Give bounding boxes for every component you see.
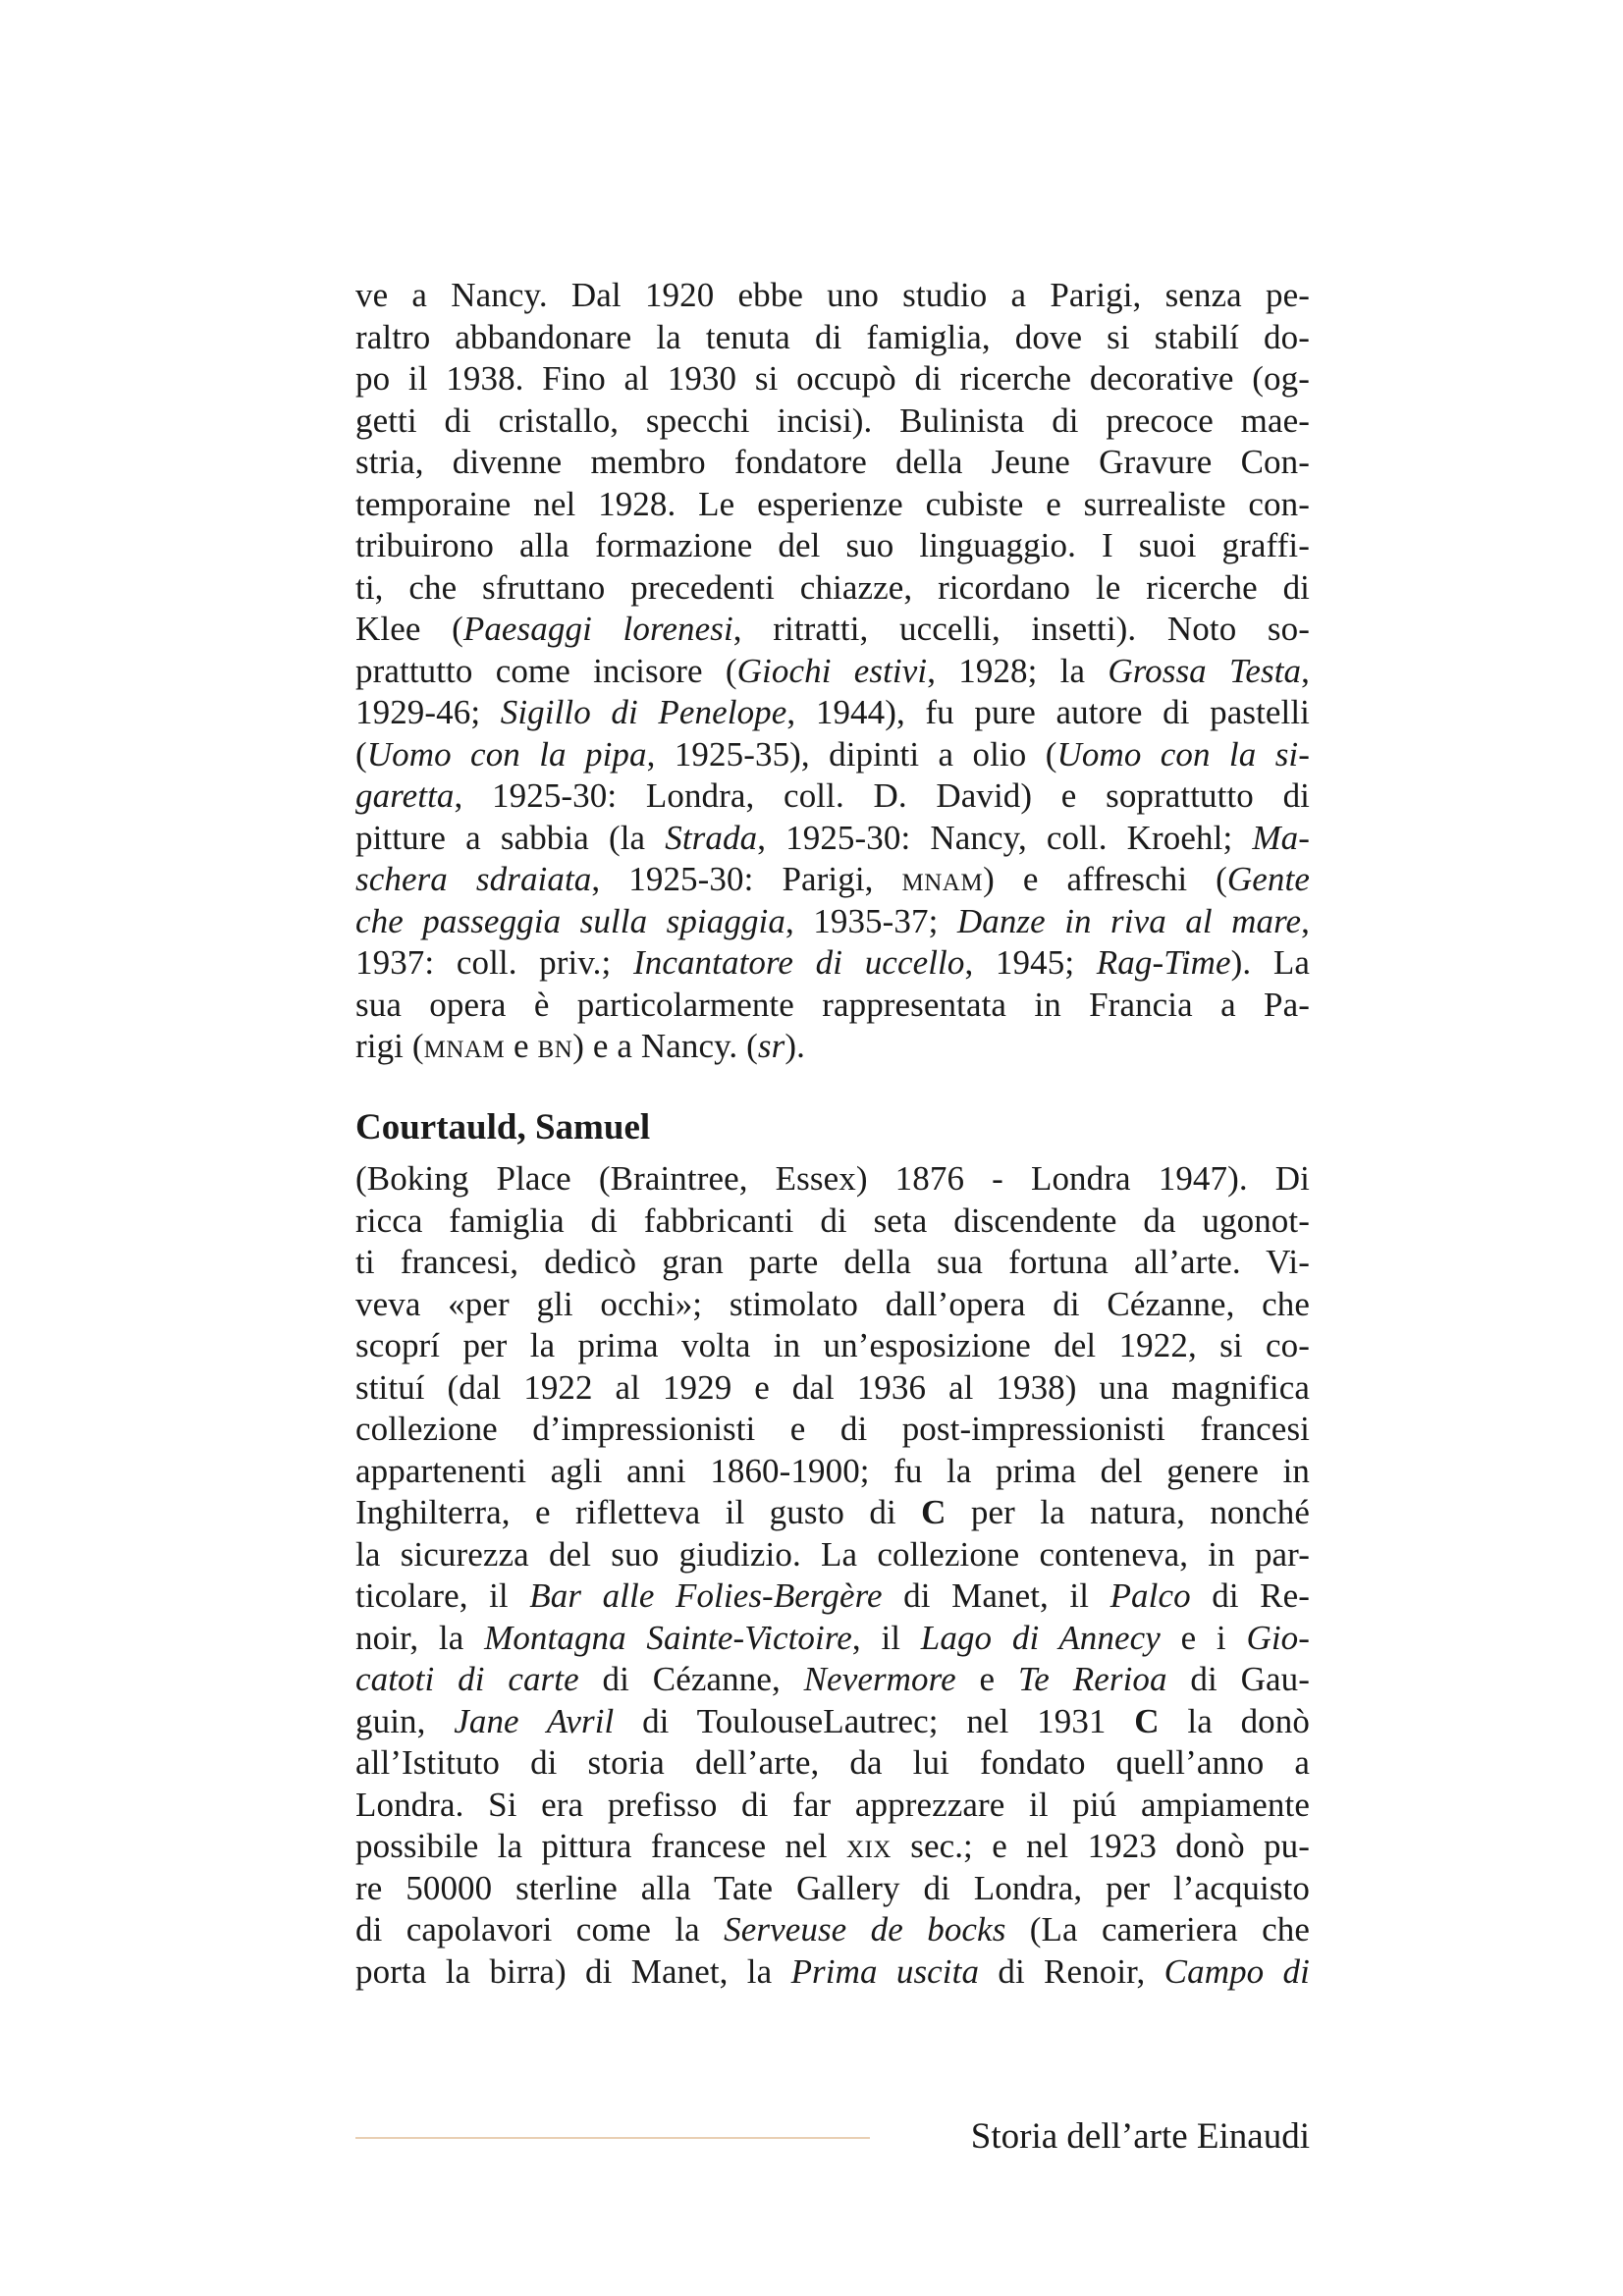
text-line <box>355 1909 1310 1951</box>
text-line <box>355 1659 1310 1701</box>
text-run: porta la birra) di Manet, la <box>355 1951 791 1991</box>
text-run: di capolavori come la <box>355 1910 725 1949</box>
text-line: scoprí per la prima volta in un’esposizione del 1922, si co- <box>355 1326 1310 1364</box>
artwork-title: Prima uscita <box>790 1951 980 1991</box>
text-run: ticolare, il <box>355 1576 530 1615</box>
text-run: , <box>1301 651 1310 690</box>
text-run: ( <box>355 734 367 774</box>
text-line <box>355 942 1310 985</box>
abbreviation: mnam <box>901 860 984 898</box>
text-line <box>355 1826 1310 1868</box>
text-line: ti francesi, dedicò gran parte della sua fortuna all’arte. Vi- <box>355 1243 1310 1281</box>
text-line <box>355 901 1310 943</box>
entry-body-paragraph <box>355 1158 1310 1993</box>
text-line <box>355 1026 1310 1068</box>
text-run: sec.; e nel 1923 donò pu- <box>891 1827 1310 1865</box>
text-run: pitture a sabbia (la <box>355 818 666 857</box>
text-line: la sicurezza del suo giudizio. La collezione conteneva, in par- <box>355 1534 1310 1574</box>
entry-heading: Courtauld, Samuel <box>355 1107 651 1148</box>
abbreviation: xix <box>845 1827 892 1865</box>
text-run: , 1945; <box>964 943 1097 982</box>
text-line <box>355 1701 1310 1743</box>
entry-abbreviation: C <box>1134 1701 1160 1740</box>
artwork-title: Campo di <box>1163 1951 1310 1991</box>
text-run: 1929-46; <box>355 693 501 731</box>
text-line: re 50000 sterline alla Tate Gallery di Londra, per l’acquisto <box>355 1868 1310 1907</box>
text-run: e <box>505 1027 538 1065</box>
text-line: temporaine nel 1928. Le esperienze cubiste e surrealiste con- <box>355 484 1310 523</box>
text-run: Klee ( <box>355 610 463 648</box>
artwork-title: Te Rerioa <box>1017 1660 1167 1698</box>
text-line: getti di cristallo, specchi incisi). Bulinista di precoce mae- <box>355 400 1310 440</box>
artwork-title: Serveuse de bocks <box>724 1910 1006 1949</box>
text-line <box>355 859 1310 901</box>
text-line: Londra. Si era prefisso di far apprezzare il piú ampiamente <box>355 1785 1310 1824</box>
text-line: collezione d’impressionisti e di post-impressionisti francesi <box>355 1410 1310 1448</box>
text-run: di Gau- <box>1166 1660 1310 1698</box>
abbreviation: bn <box>537 1027 573 1065</box>
text-line <box>355 1618 1310 1660</box>
artwork-title: Giochi estivi <box>736 651 928 690</box>
text-run: , 1925-30: Parigi, <box>591 860 902 898</box>
text-run: per la natura, nonché <box>946 1493 1311 1531</box>
text-line: ti, che sfruttano precedenti chiazze, ricordano le ricerche di <box>355 567 1310 607</box>
text-run: ) e a Nancy. ( <box>572 1027 758 1065</box>
text-line: appartenenti agli anni 1860-1900; fu la prima del genere in <box>355 1451 1310 1490</box>
artwork-title: Gente <box>1226 860 1310 898</box>
artwork-title: Gio- <box>1246 1618 1311 1657</box>
text-line <box>355 734 1310 776</box>
author-initials: sr <box>757 1027 785 1065</box>
text-run: e i <box>1160 1618 1247 1657</box>
artwork-title: Ma- <box>1252 818 1310 857</box>
text-line: raltro abbandonare la tenuta di famiglia, dove si stabilí do- <box>355 317 1310 356</box>
text-line: ricca famiglia di fabbricanti di seta discendente da ugonot- <box>355 1201 1310 1240</box>
artwork-title: che passeggia sulla spiaggia <box>355 901 785 940</box>
text-run: di ToulouseLautrec; nel 1931 <box>614 1701 1135 1740</box>
text-run: possibile la pittura francese nel <box>355 1827 846 1865</box>
entry-continuation-paragraph <box>355 275 1310 1068</box>
text-run: di Renoir, <box>979 1951 1164 1991</box>
text-line: sua opera è particolarmente rappresentata in Francia a Pa- <box>355 985 1310 1024</box>
text-line: (Boking Place (Braintree, Essex) 1876 - Londra 1947). Di <box>355 1159 1310 1198</box>
text-line: ve a Nancy. Dal 1920 ebbe uno studio a Parigi, senza pe- <box>355 276 1310 314</box>
text-run: , ritratti, uccelli, insetti). Noto so- <box>732 610 1310 648</box>
text-line <box>355 609 1310 651</box>
text-run: guin, <box>355 1701 455 1740</box>
text-run: la donò <box>1159 1701 1310 1740</box>
text-run: , 1928; la <box>927 651 1109 690</box>
text-line <box>355 692 1310 734</box>
entry-abbreviation: C <box>921 1493 947 1531</box>
artwork-title: Strada <box>665 818 758 857</box>
abbreviation: mnam <box>423 1027 506 1065</box>
artwork-title: Jane Avril <box>454 1701 615 1740</box>
text-line <box>355 775 1310 818</box>
text-run: , 1944), fu pure autore di pastelli <box>786 693 1310 731</box>
artwork-title: Palco <box>1109 1576 1191 1615</box>
artwork-title: Lago di Annecy <box>920 1618 1161 1657</box>
text-line: all’Istituto di storia dell’arte, da lui fondato quell’anno a <box>355 1743 1310 1782</box>
text-run: , il <box>851 1618 921 1657</box>
text-line <box>355 651 1310 693</box>
artwork-title: catoti di carte <box>355 1660 579 1698</box>
text-line <box>355 1951 1310 1994</box>
text-line <box>355 1575 1310 1618</box>
artwork-title: schera sdraiata <box>355 860 592 898</box>
artwork-title: Montagna Sainte-Victoire <box>484 1618 852 1657</box>
text-run: Inghilterra, e rifletteva il gusto di <box>355 1493 922 1531</box>
artwork-title: Danze in riva al mare <box>956 901 1302 940</box>
text-run: noir, la <box>355 1618 485 1657</box>
artwork-title: Incantatore di uccello <box>632 943 965 982</box>
text-line <box>355 1492 1310 1534</box>
artwork-title: Bar alle Folies-Bergère <box>529 1576 883 1615</box>
artwork-title: Nevermore <box>803 1660 956 1698</box>
text-run: , 1935-37; <box>784 901 957 940</box>
text-run: di Re- <box>1190 1576 1310 1615</box>
text-line <box>355 818 1310 860</box>
artwork-title: Rag-Time <box>1096 943 1231 982</box>
artwork-title: Sigillo di Penelope <box>500 693 787 731</box>
artwork-title: Paesaggi lorenesi <box>462 610 733 648</box>
artwork-title: garetta <box>355 776 455 815</box>
text-run: rigi ( <box>355 1027 424 1065</box>
text-line: po il 1938. Fino al 1930 si occupò di ricerche decorative (og- <box>355 359 1310 398</box>
text-line: stituí (dal 1922 al 1929 e dal 1936 al 1938) una magnifica <box>355 1367 1310 1407</box>
text-run: di Manet, il <box>882 1576 1110 1615</box>
text-run: prattutto come incisore ( <box>355 651 737 690</box>
artwork-title: Grossa Testa <box>1108 651 1302 690</box>
text-line: tribuirono alla formazione del suo linguaggio. I suoi graffi- <box>355 526 1310 564</box>
text-run: ). <box>784 1027 805 1065</box>
text-run: , 1925-30: Londra, coll. D. David) e soprattutto di <box>454 776 1310 815</box>
footer-rule <box>355 2137 870 2139</box>
text-run: e <box>955 1660 1018 1698</box>
artwork-title: Uomo con la si- <box>1056 734 1310 774</box>
footer-publication-title: Storia dell’arte Einaudi <box>970 2116 1310 2157</box>
text-run: , <box>1301 901 1310 940</box>
artwork-title: Uomo con la pipa <box>366 734 647 774</box>
text-run: 1937: coll. priv.; <box>355 943 633 982</box>
text-run: , 1925-30: Nancy, coll. Kroehl; <box>757 818 1253 857</box>
text-run: (La cameriera che <box>1005 1910 1311 1949</box>
text-run: di Cézanne, <box>578 1660 804 1698</box>
text-line: stria, divenne membro fondatore della Jeune Gravure Con- <box>355 443 1310 481</box>
text-run: ). La <box>1230 943 1310 982</box>
text-run: ) e affreschi ( <box>983 860 1227 898</box>
text-run: , 1925-35), dipinti a olio ( <box>646 734 1057 774</box>
text-line: veva «per gli occhi»; stimolato dall’opera di Cézanne, che <box>355 1284 1310 1323</box>
